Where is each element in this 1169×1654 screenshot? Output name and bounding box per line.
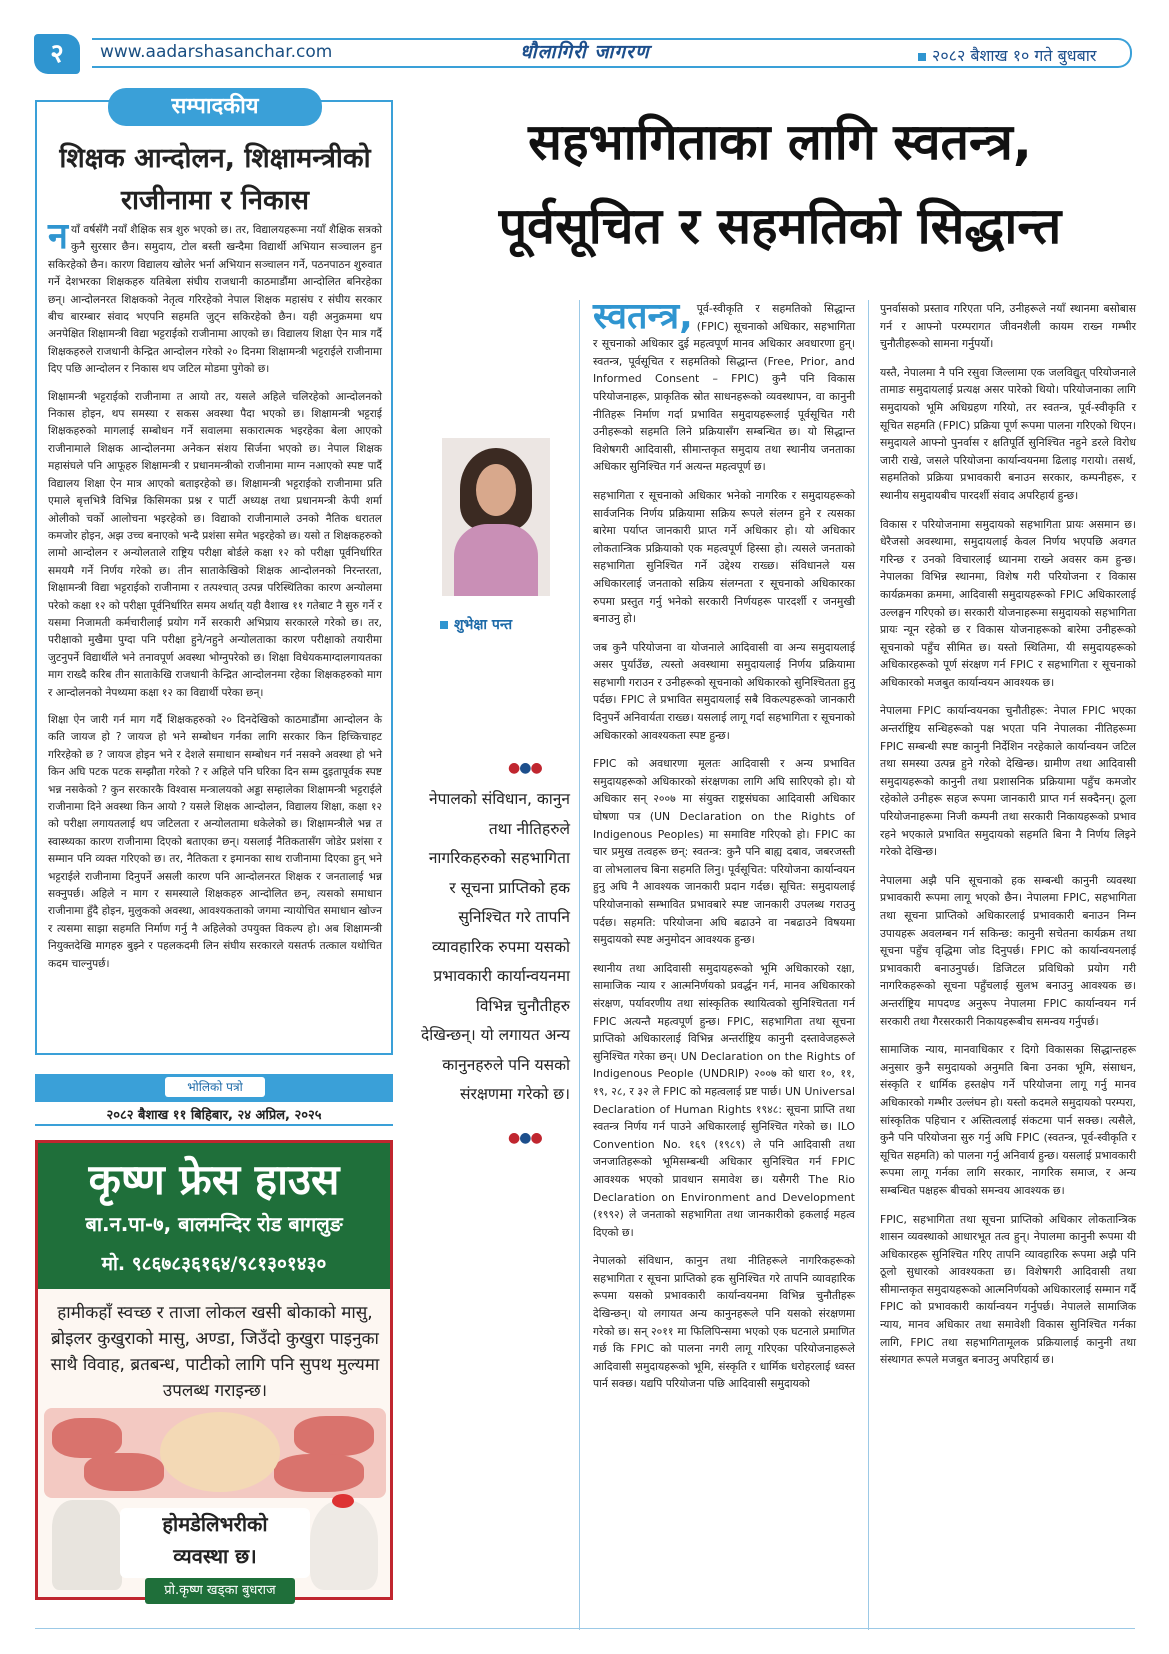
ad-shop-name: कृष्ण फ्रेस हाउस [88,1155,340,1204]
home-delivery-line2: व्यवस्था छ। [173,1544,257,1568]
article-paragraph: विकास र परियोजनामा समुदायको सहभागिता प्रायः असमान छ। धेरैजसो अवस्थामा, समुदायलाई केवल निर्णय भएपछि अवगत गरिन्छ र उनको विचारलाई ध्यानमा राख्ने अवसर कम हुन्छ। नेपालका विभिन्न स्थानमा, विशेष गरी परियोजना र विकास कार्यक्रमका क्रममा, आदिवासी समुदायहरूको FPIC अधिकारलाई उल्लङ्घन गरिएको छ। सरकारी योजनाहरूमा समुदायको सहभागिता प्रायः न्यून रहेको छ र विकास योजनाहरूको बारेमा उनीहरूको सूचनाको पहुँच सीमित छ। यस्तो स्थितिमा, यी समुदायहरूको अधिकारहरूको पूर्ण संरक्षण गर्न FPIC र सहभागिता र सूचनाको अधिकारको मजबुत कार्यान्वयन आवश्यक छ। [880,517,1136,689]
editorial-title [45,138,385,222]
headline-line2: पूर्वसूचित र सहमतिको सिद्धान्त [498,197,1062,255]
masthead: धौलागिरी जागरण [520,41,650,63]
author-byline [440,615,512,634]
editorial-label: सम्पादकीय [108,88,322,126]
article-paragraph-text: पूर्व-स्वीकृति र सहमतिको सिद्धान्त (FPIC) सूचनाको अधिकार, सहभागिता र सूचनाको अधिकार दुई महत्वपूर्ण मानव अधिकार अवधारणा हुन्। स्वतन्त्र, पूर्वसूचित र सहमतिको सिद्धान्त (Free, Prior, and Informed Consent – FPIC) कुनै पनि विकास परियोजनाहरू, प्राकृतिक स्रोत साधनहरूको व्यवस्थापन, वा कानुनी नीतिहरू निर्माण गर्दा प्रभावित समुदायहरूलाई पूर्वसूचित गरी उनीहरूको सहमति लिने प्रक्रियासँग सम्बन्धित छ। यो सिद्धान्त विशेषगरी आदिवासी, सीमान्तकृत समुदाय तथा स्थानीय जनताका अधिकार सुनिश्चित गर्न अत्यन्त महत्वपूर्ण छ। [593,302,855,474]
chicken-image-icon [160,1412,280,1492]
editorial-dropcap: न [48,216,68,257]
ad-description: हामीकहाँ स्वच्छ र ताजा लोकल खसी बोकाको मासु, ब्रोइलर कुखुराको मासु, अण्डा, जिउँदो कुखुरा पाइनुका साथै विवाह, ब्रतबन्ध, पाटीको लागि पनि सुपथ मुल्यमा उपलब्ध गराइन्छ। [50,1303,380,1401]
author-name: शुभेक्षा पन्त [454,617,513,633]
ad-address: बा.न.पा-७, बालमन्दिर रोड बागलुङ [85,1212,343,1236]
goat-image-icon [52,1500,122,1590]
headline-line1: सहभागिताका लागि स्वतन्त्र, [528,113,1032,171]
article-paragraph: पुनर्वासको प्रस्ताव गरिएता पनि, उनीहरूले नयाँ स्थानमा बसोबास गर्न र आफ्नो परम्परागत जीवनशैली कायम राख्न गम्भीर चुनौतीहरूको सामना गर्नुपर्यो। [880,302,1136,351]
hen-image-icon [310,1500,378,1590]
article-dropword: स्वतन्त्र, [593,296,693,337]
editorial-paragraph: शिक्षा ऐन जारी गर्न माग गर्दै शिक्षकहरुको २० दिनदेखिको काठमाडौंमा आन्दोलन के कति जायज हो ? जायज हो भने सम्बोधन गर्नका लागि सरकार किन हिच्किचाहट गरिरहेको छ ? जायज होइन भने र देशले समाधान सम्बोधन गर्न नसक्ने अवस्था हो भने किन अघि पटक पटक सम्झौता गरेको ? र अहिले पनि घरिका दिन सम्म दुइतापूर्वक स्पष्ट भन्न नसकेको ? कुन सरकारकै विश्वास मन्त्रालयको अड्डा सम्हालेका शिक्षामन्त्री भट्टराईले राजीनामा दिने अवस्था किन आयो ? यसले शिक्षक आन्दोलन, विद्यालय शिक्षा, कक्षा १२ को परीक्षा लगायतलाई थप जटिलता र अन्योलतामा धकेलेको छ। शिक्षामन्त्रीले भन्न त स्वास्थ्यका कारण राजीनामा दिएको बताएका छन्। यसलाई नैतिकतासँग जोडेर प्रशंसा र सम्मान पनि व्यक्त गरिएको छ। तर, नैतिकता र इमानका साथ राजीनामा दिएका हुन् भने भट्टराईले राजीनामा दिनुपर्ने असली कारण पनि आन्दोलनरत शिक्षक र जनतालाई भन्न सक्नुपर्छ। अहिले न माग र समस्याले शिक्षकहरु आन्दोलित छन्, त्यसको समाधान राजीनामा हुँदै होइन, मुलुकको अवस्था, आवश्यकताको जगमा न्यायोचित समाधान खोज्न र त्यसमा साझा सहमति निर्माण गर्नु नै अहिलेको उपयुक्त विकल्प हो। अब शिक्षामन्त्री नियुक्तदेखि मागहरु बुझ्ने र पहलकदमी लिन संघीय सरकारले यसतर्फ तत्काल यथोचित कदम चाल्नुपर्छ। [48,713,382,970]
article-paragraph: स्थानीय तथा आदिवासी समुदायहरूको भूमि अधिकारको रक्षा, सामाजिक न्याय र आत्मनिर्णयको प्रवर्द्धन गर्न, मानव अधिकारको संरक्षण, पर्यावरणीय तथा सांस्कृतिक स्थायित्वको सुनिश्चितता गर्न FPIC अत्यन्तै महत्वपूर्ण हुन्छ। FPIC, सहभागिता तथा सूचना प्राप्तिको अधिकारलाई विभिन्न अन्तर्राष्ट्रिय कानुनी दस्तावेजहरूले सुनिश्चित गरेका छन्। UN Declaration on the Rights of Indigenous People (UNDRIP) २००७ को धारा १०, ११, १९, २८, र ३२ ले FPIC को महत्वलाई प्रष्ट पार्छ। UN Universal Declaration of Human Rights १९४८: सूचना प्राप्ति तथा स्वतन्त्र निर्णय गर्न पाउने अधिकारलाई सुनिश्चित गरेको छ। ILO Convention No. १६९ (१९८९) ले पनि आदिवासी तथा जनजातिहरूको भूमिसम्बन्धी अधिकार सुनिश्चित गर्न FPIC आवश्यक भएको प्रावधान समावेश छ। यसैगरी The Rio Declaration on Environment and Development (१९९२) ले जनताको सहभागिता तथा जानकारीको हकलाई महत्व दिएको छ। [593,961,855,1239]
quote-dots-icon: ●●● [508,1130,542,1146]
article-paragraph: FPIC, सहभागिता तथा सूचना प्राप्तिको अधिकार लोकतान्त्रिक शासन व्यवस्थाको आधारभूत तत्व हुन्। नेपालमा कानुनी रूपमा यी अधिकारहरू सुनिश्चित गरिए तापनि व्यावहारिक रूपमा अझै पनि ठूलो सुधारको आवश्यकता छ। विशेषगरी आदिवासी तथा सीमान्तकृत समुदायहरूको आत्मनिर्णयको अधिकारलाई सम्मान गर्दै FPIC को प्रभावकारी कार्यान्वयन गर्नुपर्छ। नेपालले सामाजिक न्याय, मानव अधिकार तथा समावेशी विकास सुनिश्चित गर्नका लागि, FPIC तथा सहभागितामूलक प्रक्रियालाई कानुनी तथा संस्थागत रूपले मजबुत बनाउनु अपरिहार्य छ। [880,1212,1136,1367]
column-rule [868,300,869,1630]
header-date-text: २०८२ बैशाख १० गते बुधबार [932,46,1097,65]
editorial-title-line1: शिक्षक आन्दोलन, शिक्षामन्त्रीको [59,143,371,174]
editorial-paragraph: शिक्षामन्त्री भट्टराईको राजीनामा त आयो तर, यसले अहिले चलिरहेको आन्दोलनको निकास होइन, थप समस्या र सकस अवस्था पैदा भएको छ। शिक्षामन्त्री भट्टराई शिक्षकहरुको मागलाई सम्बोधन गर्ने सवालमा सकारात्मक भइरहेका बेला आएको राजीनामाले शिक्षक आन्दोलनमा अनेकन संशय सिर्जना भएको छ। नेपाल शिक्षक महासंघले पनि आफूहरु शिक्षामन्त्री र प्रधानमन्त्रीको राजीनामा माग्न नआएको स्पष्ट पार्दै विद्यालय शिक्षा ऐन मात्र आएको बताइरहेको छ। शिक्षामन्त्री भट्टराईको राजीनामा प्रति एमाले बृत्तभित्रै विभिन्न किसिमका प्रश्न र पार्टी अध्यक्ष तथा प्रधानमन्त्री केपी शर्मा ओलीको चर्को आलोचना भइरहेको छ। विद्याको राजीनामाले उनको नैतिक धरातल कमजोर होइन, अझ उच्च बनाएको भन्दै प्रशंसा समेत भइरहेको छ। यसो त शिक्षकहरुको लामो आन्दोलन र अन्योलताले राष्ट्रिय परीक्षा बोर्डले कक्षा १२ को परीक्षा पूर्वनिर्धारित समयमै गर्ने निर्णय गरेको छ। तीन साताकेखिको शिक्षक आन्दोलनको निरन्तरता, शिक्षामन्त्री विद्या भट्टराईको राजीनामा र तत्पश्चात् उत्पन्न परिस्थितिका कारण अन्योलमा परेको कक्षा १२ को परीक्षा पूर्वनिर्धारित समय अर्थात् यही वैशाख ११ गतेबाट नै सुरु गर्ने र यसमा निजामती कर्मचारीलाई प्रयोग गर्ने सरकारी अभिप्राय सरकारले गरेको छ। तर, परीक्षाको मुखैमा पुग्दा पनि परीक्षा हुने/नहुने अन्योलताका कारण परीक्षाको तयारीमा जुटनुपर्ने विद्यार्थीले भने तनावपूर्ण अवस्था भोग्नुपरेको छ। शिक्षा विधेयकमाग्दालगायतका माग राख्दै करिब तीन साताकेखि राजधानी केन्द्रित आन्दोलनमा रहेका शिक्षकहरुको माग र आन्दोलनको नेपथ्यमा कक्षा १२ का विद्यार्थी परेका छन्। [48,390,382,699]
author-photo [442,438,550,596]
article-paragraph: नेपालमा FPIC कार्यान्वयनका चुनौतीहरू: नेपाल FPIC भएका अन्तर्राष्ट्रिय सन्धिहरूको पक्ष भएता पनि नेपालका नीतिहरूमा FPIC सम्बन्धी स्पष्ट कानुनी निर्देशिन नरहेकाले कार्यान्वयन जटिल तथा समस्या उत्पन्न हुने गरेको देखिन्छ। ग्रामीण तथा आदिवासी समुदायहरूको कानुनी तथा प्रशासनिक प्रक्रियामा पहुँच कमजोर रहेकोले उनीहरू सहज रूपमा जानकारी प्राप्त गर्न सक्दैनन्। ठूला परियोजनाहरूमा निजी कम्पनी तथा सरकारी निकायहरूको प्रभाव रहने भएकाले प्रभावित समुदायको सहमति बिना नै निर्णय लिइने गरेको देखिन्छ। [880,704,1136,859]
column-rule [579,300,580,1630]
article-paragraph: सामाजिक न्याय, मानवाधिकार र दिगो विकासका सिद्धान्तहरू अनुसार कुनै समुदायको अनुमति बिना उनका भूमि, संसाधन, संस्कृति र धार्मिक हस्तक्षेप गर्ने परियोजना लागू गर्नु मानव अधिकारको गम्भीर उल्लंघन हो। यस्तो कदमले समुदायको परम्परा, सांस्कृतिक पहिचान र अस्तित्वलाई संकटमा पार्न सक्छ। त्यसैले, कुनै पनि परियोजना सुरु गर्नु अघि FPIC (स्वतन्त्र, पूर्व-स्वीकृति र सूचित सहमति) को पालना गर्नु अनिवार्य हुन्छ। यसलाई प्रभावकारी रूपमा लागू गर्नका लागि सरकार, नागरिक समाज, र अन्य सम्बन्धित पक्षहरू बीचको समन्वय आवश्यक छ। [880,1043,1136,1197]
home-delivery-line1: होमडेलिभरीको [162,1512,268,1536]
editorial-paragraph-text: याँ वर्षसँगै नयाँ शैक्षिक सत्र शुरु भएको छ। तर, विद्यालयहरूमा नयाँ शैक्षिक सत्रको कुनै सुरसार छैन। समुदाय, टोल बस्ती खन्दैमा विद्यार्थी अभियान सञ्चालन हुन सकिरहेको छैन। कारण विद्यालय खोलेर भर्ना अभियान सञ्चालन गर्ने, पठनपाठन शुरुवात गर्ने देशभरका शिक्षकहरु यतिबेला संघीय राजधानी काठमाडौंमा आन्दोलित बनिरहेका छन्। आन्दोलनरत शिक्षकको नेतृत्व गरिरहेको नेपाल शिक्षक महासंघ र संघीय सरकार बीच बारम्बार संवाद भएपनि सहमति जुट्न सकिरहेको छैन। यही अनुक्रममा थप अनपेक्षित शिक्षामन्त्री विद्या भट्टराईको राजीनामा आएको छ। विद्यालय शिक्षा ऐन मात्र गर्दै शिक्षकहरुले राजधानी केन्द्रित आन्दोलन गरेको २० दिनमा शिक्षामन्त्री भट्टराईले राजीनामा दिए पछि आन्दोलन र निकास थप जटिल मोडमा पुगेको छ। [48,224,382,376]
article-paragraph: जब कुनै परियोजना वा योजनाले आदिवासी वा अन्य समुदायलाई असर पुर्याउँछ, त्यस्तो अवस्थामा समुदायलाई निर्णय प्रक्रियामा सहभागी गराउन र उनीहरूको सूचनाको अधिकारको सुनिश्चितता हुनु पर्दछ। FPIC ले प्रभावित समुदायलाई सबै विकल्पहरूको जानकारी दिनुपर्ने अनिवार्यता राख्छ। यसलाई लागू गर्दा सहभागिता र सूचनाको अधिकारको आवश्यकता स्पष्ट हुन्छ। [593,640,855,742]
article-column-2 [880,300,1136,1380]
letter-label: भोलिको पत्रो [165,1077,265,1097]
footer-rule [35,1628,1135,1629]
article-paragraph: नेपालमा अझै पनि सूचनाको हक सम्बन्धी कानुनी व्यवस्था प्रभावकारी रूपमा लागू भएको छैन। नेपालमा FPIC, सहभागिता तथा सूचना प्राप्तिको अधिकारलाई प्रभावकारी बनाउन निम्न उपायहरू अवलम्बन गर्न सकिन्छ: कानुनी सचेतना कार्यक्रम तथा सूचना पहुँच वृद्धिमा जोड दिनुपर्छ। FPIC को कार्यान्वयनलाई प्रभावकारी बनाउनुपर्छ। डिजिटल प्रविधिको प्रयोग गरी नागरिकहरूको सूचना पहुँचलाई सुलभ बनाउनु आवश्यक छ। अन्तर्राष्ट्रिय मापदण्ड अनुरूप नेपालमा FPIC कार्यान्वयन गर्न सरकारी तथा गैरसरकारी निकायहरूबीच समन्वय गर्नुपर्छ। [880,873,1136,1028]
editorial-paragraph [48,216,382,379]
editorial-body [48,216,382,983]
letter-separator [35,1124,393,1126]
square-bullet-icon [440,621,448,629]
article-paragraph: नेपालको संविधान, कानुन तथा नीतिहरूले नागरिकहरूको सहभागिता र सूचना प्राप्तिको हक सुनिश्चित गरे तापनि व्यावहारिक रूपमा यसको प्रभावकारी कार्यान्वयनमा विभिन्न चुनौतीहरू देखिन्छन्। यो लगायत अन्य कानुनहरूले पनि यसको संरक्षणमा गरेको छ। सन् २०११ मा फिलिपिन्समा भएको एक घटनाले प्रमाणित गर्छ कि FPIC को पालना नगरी लागू गरिएका परियोजनाहरूले आदिवासी समुदायहरूको भूमि, संस्कृति र धार्मिक धरोहरलाई ध्वस्त पार्न सक्छ। यद्यपि परियोजना पछि आदिवासी समुदायको [593,1254,855,1391]
editorial-title-line2: राजीनामा र निकास [121,185,309,216]
page-number: २ [34,34,80,74]
header-date [918,44,1096,66]
website-link[interactable]: www.aadarshasanchar.com [100,42,333,62]
ad-owner: प्रो.कृष्ण खड्का बुधराज [145,1578,295,1604]
quote-dots-icon: ●●● [508,760,542,776]
article-paragraph: यस्तै, नेपालमा नै पनि रसुवा जिल्लामा एक जलविद्युत् परियोजनाले तामाङ समुदायलाई प्रत्यक्ष असर पारेको थियो। परियोजनाका लागि समुदायको भूमि अधिग्रहण गरियो, तर स्वतन्त्र, पूर्व-स्वीकृति र सूचित सहमति (FPIC) प्रक्रिया पूर्ण रूपमा पालना गरिएको थिएन। समुदायले आफ्नो पुनर्वास र क्षतिपूर्ति सुनिश्चित नहुने डरले विरोध जारी राखे, जसले परियोजना कार्यान्वयनमा ढिलाइ गरायो। तसर्थ, सहमतिको प्रक्रिया प्रभावकारी बनाउन सरकार, कम्पनीहरू, र स्थानीय समुदायबीच पारदर्शी संवाद अपरिहार्य हुन्छ। [880,365,1137,502]
article-paragraph: सहभागिता र सूचनाको अधिकार भनेको नागरिक र समुदायहरूको सार्वजनिक निर्णय प्रक्रियामा सक्रिय रूपले संलग्न हुने र त्यसका बारेमा पर्याप्त जानकारी प्राप्त गर्ने अधिकार हो। यो अधिकार लोकतान्त्रिक प्रक्रियाको एक महत्वपूर्ण हिस्सा हो। त्यसले जनताको सहभागिता सुनिश्चित गर्ने उद्देश्य राख्छ। संविधानले यस अधिकारलाई जनताको सक्रिय संलग्नता र सूचनाको अधिकारका रुपमा प्रस्तुत गर्नु भनेको सरकारी निर्णयहरू पारदर्शी र जनमुखी बनाउनु हो। [593,488,855,626]
home-delivery-box [120,1508,310,1578]
article-column-1 [593,296,855,1404]
article-headline [420,100,1140,268]
square-bullet-icon [918,53,926,61]
article-paragraph [593,296,855,476]
ad-phone: मो. ९८६७८३६१६४/९८१३०१४३० [101,1253,327,1275]
letter-date: २०८२ बैशाख ११ बिहिबार, २४ अप्रिल, २०२५ [106,1108,322,1123]
article-paragraph: FPIC को अवधारणा मूलतः आदिवासी र अन्य प्रभावित समुदायहरूको अधिकारको संरक्षणका लागि अघि सारिएको हो। यो अधिकार सन् २००७ मा संयुक्त राष्ट्रसंघका आदिवासी अधिकार घोषणा पत्र (UN Declaration on the Rights of Indigenous Peoples) मा समाविष्ट गरिएको हो। FPIC का चार प्रमुख तत्वहरू छन्: स्वतन्त्र: कुनै पनि बाह्य दबाव, जबरजस्ती वा लोभलालच बिना सहमति लिनु। पूर्वसूचित: परियोजना कार्यान्वयन हुनु अघि नै आवश्यक जानकारी प्रदान गर्दछ। सूचित: समुदायलाई परियोजनाको सम्भावित प्रभावबारे स्पष्ट जानकारी उपलब्ध गराउनु पर्दछ। सहमति: परियोजना अघि बढाउने वा नबढाउने विषयमा समुदायको स्पष्ट अनुमोदन आवश्यक हुन्छ। [593,757,855,947]
pull-quote: नेपालको संविधान, कानुन तथा नीतिहरुले नागरिकहरुको सहभागिता र सूचना प्राप्तिको हक सुनिश्चित गरे तापनि व्यावहारिक रुपमा यसको प्रभावकारी कार्यान्वयनमा विभिन्न चुनौतीहरु देखिन्छन्। यो लगायत अन्य कानुनहरुले पनि यसको संरक्षणमा गरेको छ। [421,790,570,1103]
